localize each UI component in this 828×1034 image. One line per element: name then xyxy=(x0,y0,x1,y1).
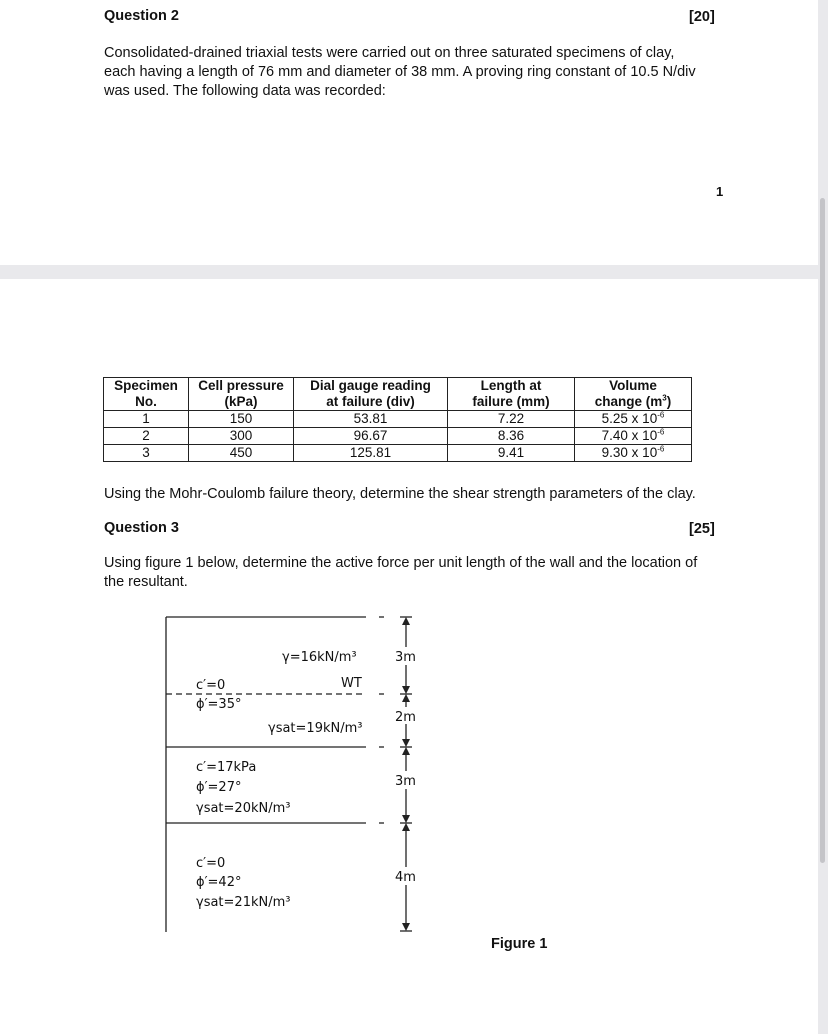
header-volume-change: Volume change $(m^3)$ xyxy=(575,378,692,411)
cell: 150 xyxy=(189,411,294,428)
cell: 1 xyxy=(104,411,189,428)
cell: 125.81 xyxy=(294,445,448,462)
layer3-saturated-unit-weight: γsat=21kN/m³ xyxy=(196,895,291,910)
question-3-paragraph xyxy=(104,554,794,592)
figure-1-diagram xyxy=(0,599,818,939)
header-length: Length at failure (mm) xyxy=(448,378,575,411)
layer1-cohesion: c′=0 xyxy=(196,678,226,693)
cell: 5.25 x $10^{-6}$ xyxy=(575,411,692,428)
page-number: 1 xyxy=(716,184,724,199)
cell: 9.30 x $10^{-6}$ xyxy=(575,445,692,462)
question-2-instruction: Using the Mohr-Coulomb failure theory, determine the shear strength parameters of the clay. xyxy=(104,486,696,502)
table-row xyxy=(104,428,692,445)
cell: 2 xyxy=(104,428,189,445)
page-2 xyxy=(0,279,818,1034)
table-header-row xyxy=(104,378,692,411)
header-dial-gauge: Dial gauge reading at failure (div) xyxy=(294,378,448,411)
question-2-paragraph xyxy=(104,44,784,101)
cell: 8.36 xyxy=(448,428,575,445)
cell: 3 xyxy=(104,445,189,462)
cell: 53.81 xyxy=(294,411,448,428)
question-3-marks: [25] xyxy=(689,521,715,537)
dimension-2m: 2m xyxy=(395,710,416,725)
water-table-label: WT xyxy=(341,676,362,691)
figure-caption: Figure 1 xyxy=(491,936,548,952)
layer2-cohesion: c′=17kPa xyxy=(196,760,257,775)
layer3-cohesion: c′=0 xyxy=(196,856,226,871)
layer1-friction-angle: ϕ′=35° xyxy=(196,697,242,712)
layer1-saturated-unit-weight: γsat=19kN/m³ xyxy=(268,721,363,736)
paragraph-line: was used. The following data was recorded: xyxy=(104,83,386,99)
layer2-saturated-unit-weight: γsat=20kN/m³ xyxy=(196,801,291,816)
table-row xyxy=(104,411,692,428)
table-row xyxy=(104,445,692,462)
cell: 96.67 xyxy=(294,428,448,445)
question-2-title: Question 2 xyxy=(104,8,179,24)
dimension-3m-middle: 3m xyxy=(395,774,416,789)
question-3-title: Question 3 xyxy=(104,520,179,536)
layer2-friction-angle: ϕ′=27° xyxy=(196,780,242,795)
dimension-3m-top: 3m xyxy=(395,650,416,665)
paragraph-line: the resultant. xyxy=(104,574,188,590)
cell: 7.22 xyxy=(448,411,575,428)
data-table xyxy=(103,377,692,462)
header-specimen: Specimen No. xyxy=(104,378,189,411)
header-cell-pressure: Cell pressure (kPa) xyxy=(189,378,294,411)
cell: 300 xyxy=(189,428,294,445)
dimension-4m: 4m xyxy=(395,870,416,885)
cell: 450 xyxy=(189,445,294,462)
paragraph-line: Consolidated-drained triaxial tests were carried out on three saturated specimens of clay, xyxy=(104,45,675,61)
layer1-unit-weight: γ=16kN/m³ xyxy=(282,650,357,665)
layer3-friction-angle: ϕ′=42° xyxy=(196,875,242,890)
page-1 xyxy=(0,0,818,265)
cell: 9.41 xyxy=(448,445,575,462)
scrollbar[interactable] xyxy=(820,198,825,863)
question-2-marks: [20] xyxy=(689,9,715,25)
cell: 7.40 x $10^{-6}$ xyxy=(575,428,692,445)
paragraph-line: Using figure 1 below, determine the active force per unit length of the wall and the location of xyxy=(104,555,698,571)
paragraph-line: each having a length of 76 mm and diameter of 38 mm. A proving ring constant of 10.5 N/div xyxy=(104,64,696,80)
